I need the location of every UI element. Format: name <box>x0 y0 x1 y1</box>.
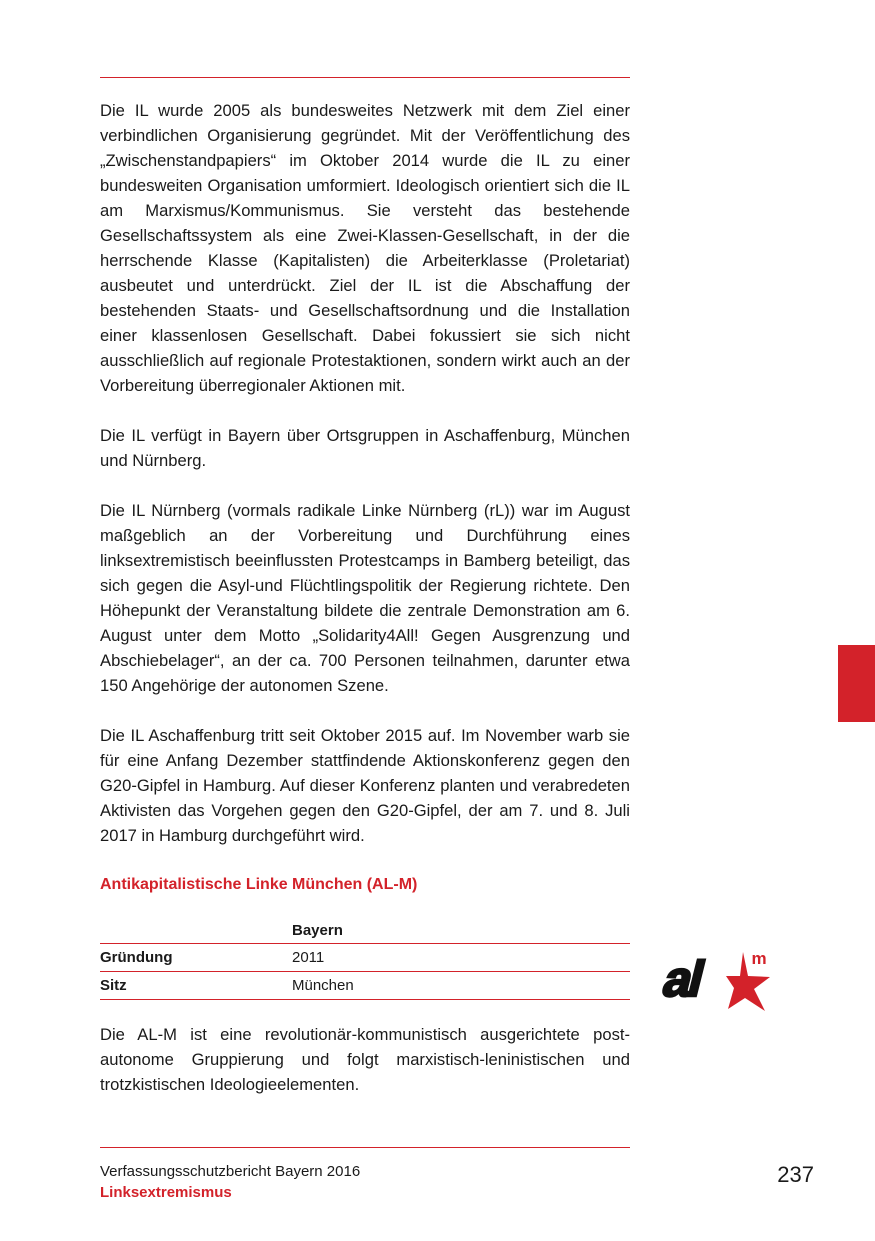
chapter-tab-marker <box>838 645 875 722</box>
paragraph: Die IL verfügt in Bayern über Ortsgruppen in Aschaffenburg, München und Nürnberg. <box>100 426 630 470</box>
page-number: 237 <box>777 1162 814 1187</box>
table-row-label: Gründung <box>100 949 173 966</box>
table-row-label: Sitz <box>100 977 127 994</box>
paragraph: Die IL Aschaffenburg tritt seit Oktober 2015 auf. Im November warb sie für eine Anfang Dezember stattfindende Aktionskonferenz gegen den G20-Gipfel in Hamburg. Auf dieser Konferenz planten und verabredeten Aktivisten das Vorgehen gegen den G20-Gipfel, der am 7. und 8. Juli 2017 in Hamburg durchgeführt wird. <box>100 726 630 845</box>
table-row-value: München <box>292 977 354 994</box>
table-header-bayern: Bayern <box>292 918 630 944</box>
footer-title: Verfassungsschutzbericht Bayern 2016 <box>100 1163 361 1180</box>
table-row-value: 2011 <box>292 949 325 966</box>
fact-table <box>100 918 630 1000</box>
body-text <box>100 98 630 873</box>
logo-text: al <box>657 950 708 1007</box>
footer-section: Linksextremismus <box>100 1184 232 1201</box>
paragraph: Die IL wurde 2005 als bundesweites Netzwerk mit dem Ziel einer verbindlichen Organisierung gegründet. Mit der Veröffentlichung des „Zwischenstandpapiers“ im Oktober 2014 wurde die IL zu einer bundesweiten Organisation umformiert. Ideologisch orientiert sich die IL am Marxismus/Kommunismus. Sie versteht das bestehende Gesellschaftssystem als eine Zwei-Klassen-Gesellschaft, in der die herrschende Klasse (Kapitalisten) die Arbeiterklasse (Proletariat) ausbeutet und unterdrückt. Ziel der IL ist die Abschaffung der bestehenden Staats- und Gesellschaftsordnung und die Installation einer klassenlosen Gesellschaft. Dabei fokussiert sie sich nicht ausschließlich auf regionale Protestaktionen, sondern wirkt auch an der Vorbereitung überregionaler Aktionen mit. <box>100 101 630 395</box>
paragraph: Die IL Nürnberg (vormals radikale Linke Nürnberg (rL)) war im August maßgeblich an der Vorbereitung und Durchführung eines linksextremistisch beeinflussten Protestcamps in Bamberg beteiligt, das sich gegen die Asyl-und Flüchtlingspolitik der Regierung richtete. Den Höhepunkt der Veranstaltung bildete die zentrale Demonstration am 6. August unter dem Motto „Solidarity4All! Gegen Ausgrenzung und Abschiebelager“, an der ca. 700 Personen teilnahmen, darunter etwa 150 Angehörige der autonomen Szene. <box>100 501 630 695</box>
top-divider <box>100 77 630 78</box>
section-heading: Antikapitalistische Linke München (AL-M) <box>100 876 418 893</box>
logo-superscript: m <box>751 949 767 968</box>
table-header-row <box>100 918 630 944</box>
table-row <box>100 944 630 972</box>
al-m-logo <box>652 942 776 1020</box>
footer-divider <box>100 1147 630 1148</box>
table-header-blank <box>100 918 292 944</box>
table-row <box>100 972 630 1000</box>
section-text: Die AL-M ist eine revolutionär-kommunistisch ausgerichtete post-autonome Gruppierung und folgt marxistisch-leninistischen und trotzkistischen Ideologieelementen. <box>100 1025 630 1094</box>
